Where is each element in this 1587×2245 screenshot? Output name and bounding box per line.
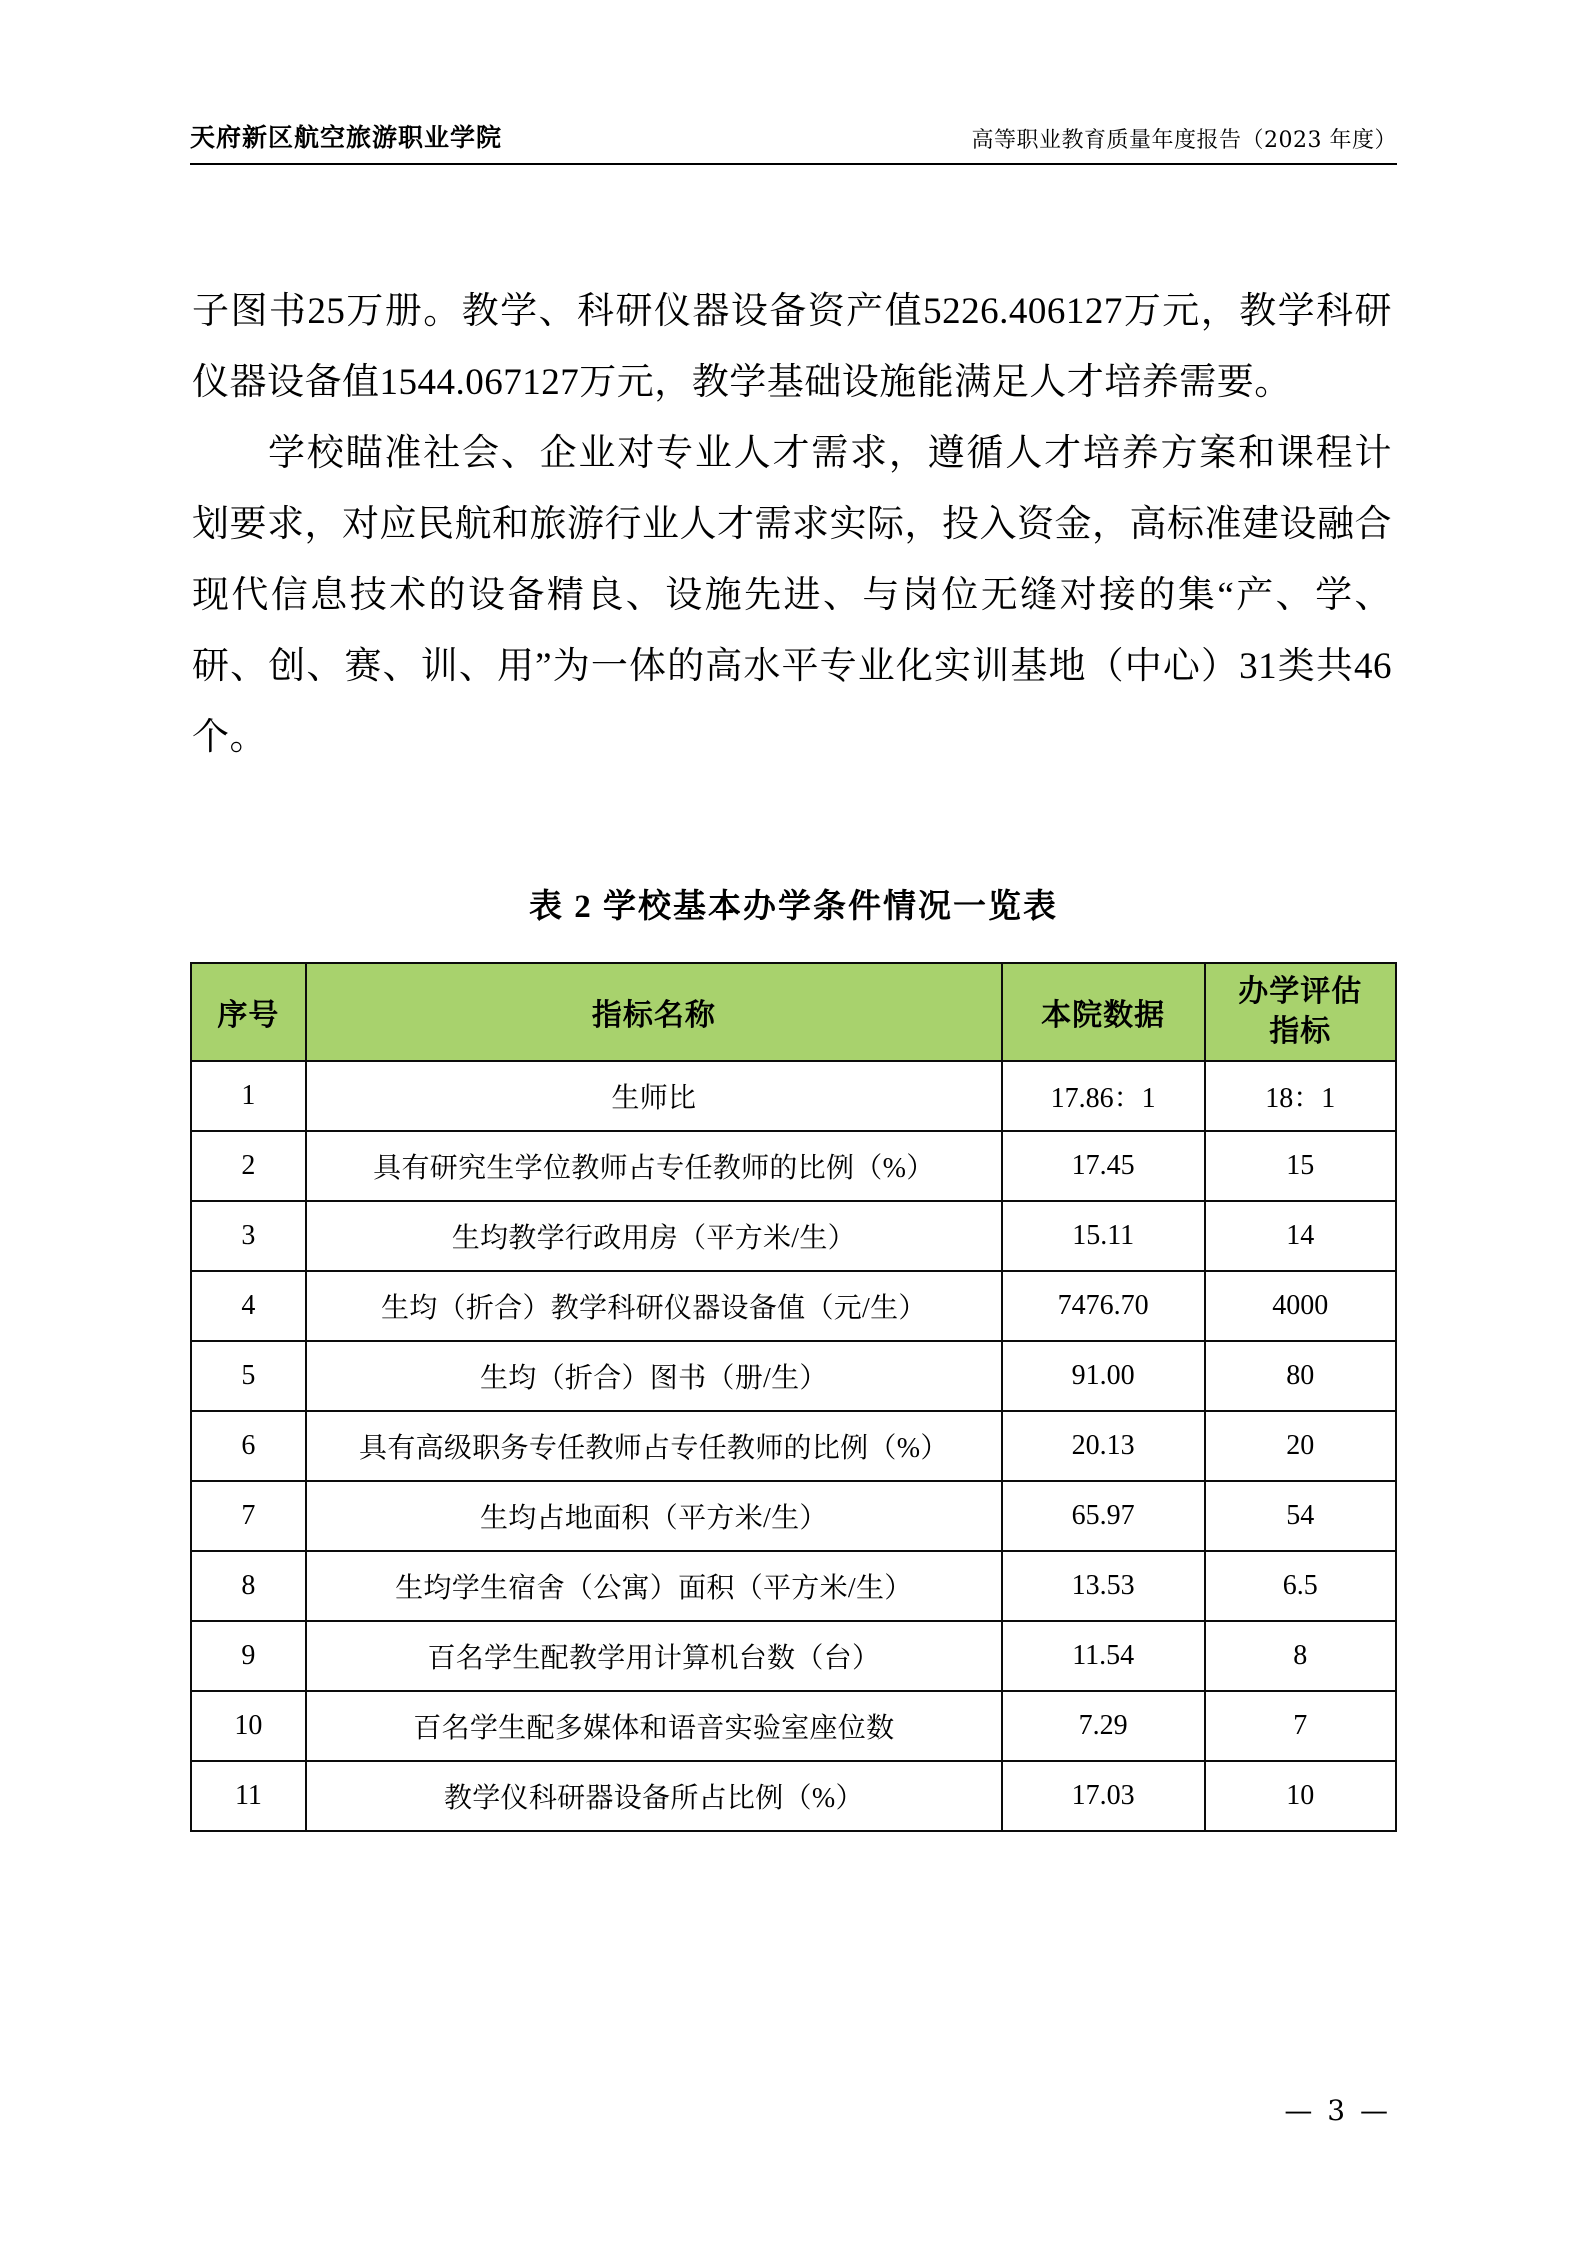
cell-own-data: 7476.70 xyxy=(1002,1271,1205,1341)
page-header xyxy=(190,108,1397,154)
cell-standard: 54 xyxy=(1205,1481,1396,1551)
cell-no: 7 xyxy=(191,1481,306,1551)
cell-no: 3 xyxy=(191,1201,306,1271)
header-report-title: 高等职业教育质量年度报告（2023 年度） xyxy=(971,128,1397,153)
column-header-no: 序号 xyxy=(191,963,306,1061)
table-caption: 表 2 学校基本办学条件情况一览表 xyxy=(529,889,1058,925)
table-container xyxy=(190,962,1397,1832)
basic-conditions-table xyxy=(190,962,1397,1832)
cell-no: 10 xyxy=(191,1691,306,1761)
cell-indicator: 具有研究生学位教师占专任教师的比例（%） xyxy=(306,1131,1002,1201)
cell-no: 5 xyxy=(191,1341,306,1411)
cell-own-data: 17.86：1 xyxy=(1002,1061,1205,1131)
cell-own-data: 17.45 xyxy=(1002,1131,1205,1201)
paragraph-facilities: 子图书25万册。教学、科研仪器设备资产值5226.406127万元，教学科研仪器设备值1544.067127万元，教学基础设施能满足人才培养需要。 xyxy=(192,291,1392,403)
column-header-standard xyxy=(1205,963,1396,1061)
table-row xyxy=(191,1271,1396,1341)
cell-own-data: 7.29 xyxy=(1002,1691,1205,1761)
cell-standard: 4000 xyxy=(1205,1271,1396,1341)
column-header-standard-line1: 办学评估 xyxy=(1238,975,1363,1008)
cell-no: 2 xyxy=(191,1131,306,1201)
column-header-standard-line2: 指标 xyxy=(1269,1015,1332,1048)
column-header-own-data: 本院数据 xyxy=(1002,963,1205,1061)
cell-own-data: 15.11 xyxy=(1002,1201,1205,1271)
cell-own-data: 17.03 xyxy=(1002,1761,1205,1831)
cell-no: 1 xyxy=(191,1061,306,1131)
cell-own-data: 20.13 xyxy=(1002,1411,1205,1481)
table-row xyxy=(191,1341,1396,1411)
header-divider xyxy=(190,163,1397,165)
table-row xyxy=(191,1201,1396,1271)
cell-standard: 15 xyxy=(1205,1131,1396,1201)
table-row xyxy=(191,1761,1396,1831)
table-row xyxy=(191,1061,1396,1131)
column-header-indicator: 指标名称 xyxy=(306,963,1002,1061)
table-row xyxy=(191,1621,1396,1691)
header-institution-name: 天府新区航空旅游职业学院 xyxy=(190,123,503,152)
cell-no: 9 xyxy=(191,1621,306,1691)
table-row xyxy=(191,1551,1396,1621)
cell-indicator: 生均（折合）教学科研仪器设备值（元/生） xyxy=(306,1271,1002,1341)
body-content xyxy=(192,276,1392,773)
cell-own-data: 11.54 xyxy=(1002,1621,1205,1691)
cell-standard: 20 xyxy=(1205,1411,1396,1481)
cell-indicator: 生师比 xyxy=(306,1061,1002,1131)
cell-indicator: 教学仪科研器设备所占比例（%） xyxy=(306,1761,1002,1831)
paragraph-training-bases: 学校瞄准社会、企业对专业人才需求，遵循人才培养方案和课程计划要求，对应民航和旅游行业人才需求实际，投入资金，高标准建设融合现代信息技术的设备精良、设施先进、与岗位无缝对接的集“产、学、研、创、赛、训、用”为一体的高水平专业化实训基地（中心）31类共46个。 xyxy=(192,433,1392,758)
cell-standard: 14 xyxy=(1205,1201,1396,1271)
cell-standard: 7 xyxy=(1205,1691,1396,1761)
cell-own-data: 91.00 xyxy=(1002,1341,1205,1411)
table-row xyxy=(191,1131,1396,1201)
cell-no: 11 xyxy=(191,1761,306,1831)
cell-indicator: 百名学生配多媒体和语音实验室座位数 xyxy=(306,1691,1002,1761)
cell-no: 6 xyxy=(191,1411,306,1481)
table-row xyxy=(191,1411,1396,1481)
cell-indicator: 生均占地面积（平方米/生） xyxy=(306,1481,1002,1551)
cell-no: 4 xyxy=(191,1271,306,1341)
cell-indicator: 生均（折合）图书（册/生） xyxy=(306,1341,1002,1411)
cell-indicator: 百名学生配教学用计算机台数（台） xyxy=(306,1621,1002,1691)
cell-standard: 8 xyxy=(1205,1621,1396,1691)
cell-standard: 80 xyxy=(1205,1341,1396,1411)
cell-indicator: 具有高级职务专任教师占专任教师的比例（%） xyxy=(306,1411,1002,1481)
cell-indicator: 生均学生宿舍（公寓）面积（平方米/生） xyxy=(306,1551,1002,1621)
cell-no: 8 xyxy=(191,1551,306,1621)
cell-standard: 6.5 xyxy=(1205,1551,1396,1621)
table-row xyxy=(191,1691,1396,1761)
cell-indicator: 生均教学行政用房（平方米/生） xyxy=(306,1201,1002,1271)
page-number: — 3 — xyxy=(1284,2094,1391,2127)
table-row xyxy=(191,1481,1396,1551)
table-header-row xyxy=(191,963,1396,1061)
cell-standard: 18：1 xyxy=(1205,1061,1396,1131)
cell-own-data: 65.97 xyxy=(1002,1481,1205,1551)
cell-standard: 10 xyxy=(1205,1761,1396,1831)
cell-own-data: 13.53 xyxy=(1002,1551,1205,1621)
